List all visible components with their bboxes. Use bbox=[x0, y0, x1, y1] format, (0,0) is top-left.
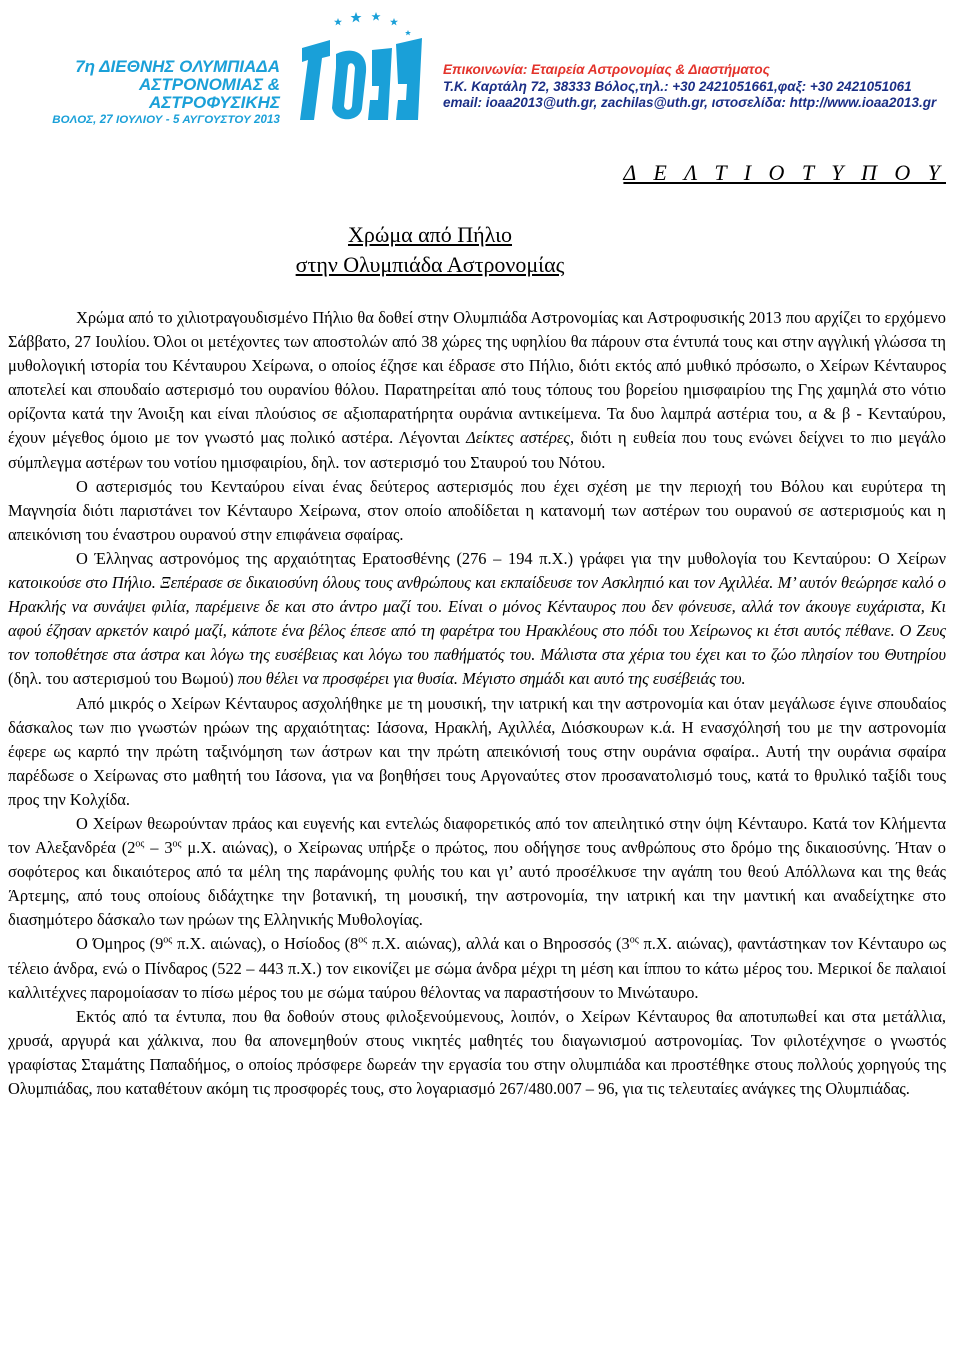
p3-quote-end: που θέλει να προσφέρει για θυσία. Μέγιστο σημάδι και αυτό της ευσέβειάς του. bbox=[237, 669, 746, 689]
title-line1: Χρώμα από Πήλιο bbox=[347, 222, 512, 247]
p5-text-a: Ο Χείρων θεωρούνταν πράος και ευγενής και εντελώς διαφορετικός από τον απειλητικό στην όψη Κένταυρο. Κατά τον Κλήμεντα τον Αλεξανδρέα (2 bbox=[8, 813, 946, 858]
p6-sup2: ος bbox=[358, 934, 368, 946]
olympiad-dates: ΒΟΛΟΣ, 27 ΙΟΥΛΙΟΥ - 5 ΑΥΓΟΥΣΤΟΥ 2013 bbox=[52, 114, 280, 126]
p5-text-c: μ.Χ. αιώνας), ο Χείρωνας υπήρξε ο πρώτος, που οδήγησε τους ανθρώπους στο δρόμο της δικαιοσύνης. Ήταν ο σοφότερος και δικαιότερος από τα μέλη της παράνομης φυλής του και γι’ αυτό προσέλκυσε την αγάπη του θεού Απόλλωνα και της θεάς Άρτεμης, από τους οποίους διδάχτηκε την βοτανική, τη μουσική, την αστρονομία, την ιατρική και την μαντική και αναδείχτηκε στο διασημότερο δάσκαλο των ηρώων της Ελληνικής Μυθολογίας. bbox=[8, 838, 946, 930]
paragraph-4: Από μικρός ο Χείρων Κένταυρος ασχολήθηκε με τη μουσική, την ιατρική και την αστρονομία και όταν μεγάλωσε έγινε σπουδαίος δάσκαλος των πιο γνωστών ηρώων της αρχαιότητας: Ιάσονα, Ηρακλή, Αχιλλέα, Διόσκουρων κ.ά. Η ενασχόλησή του με την αστρονομία έφερε ως καρπό την πρώτη ταξινόμηση των άστρων και την πρώτη απεικόνισή τους στην ουράνια σφαίρα.. Αυτή την ουράνια σφαίρα παρέδωσε ο Χείρωνας στο μαθητή του Ιάσονα, για να βοηθήσει τους Αργοναύτες στον προσανατολισμό τους, κατά το θρυλικό ταξίδι τους προς την Κολχίδα. bbox=[8, 693, 946, 809]
p5-sup2: ος bbox=[172, 838, 182, 850]
title-line2: στην Ολυμπιάδα Αστρονομίας bbox=[295, 252, 565, 277]
contact-organization: Επικοινωνία: Εταιρεία Αστρονομίας & Διαστήματος bbox=[443, 62, 770, 77]
p6-text-b: π.Χ. αιώνας), ο Ησίοδος (8 bbox=[172, 934, 359, 954]
paragraph-6 bbox=[8, 932, 946, 1004]
p1-italic-term: Δείκτες αστέρες bbox=[466, 428, 570, 448]
p1-text-a: Χρώμα από το χιλιοτραγουδισμένο Πήλιο θα δοθεί στην Ολυμπιάδα Αστρονομίας και Αστροφυσικής 2013 που αρχίζει το ερχόμενο Σάββατο, 27 Ιουλίου. Όλοι οι μετέχοντες των αποστολών από 38 χώρες της υφηλίου θα πάρουν στα έντυπά τους και στην αγγλική γλώσσα τη μυθολογική ιστορία του Κένταυρου Χείρωνα, ο οποίος έζησε και έδρασε στο Πήλιο, διότι εκτός από μυθικό πρόσωπο, ο Χείρων Κένταυρος αποτελεί και σπουδαίο αστερισμό του ουρανίου θόλου. Παρατηρείται από τους τόπους του βορείου ημισφαιρίου της Γης χαμηλά στο νότιο ορίζοντα κατά την Άνοιξη και είναι πλούσιος σε αξιοπαρατήρητα ουράνια αντικείμενα. Τα δυο λαμπρά αστέρια του, α & β - Κενταύρου, έχουν μέγεθος όμοιο με τον γνωστό μας πολικό αστέρα. Λέγονται bbox=[8, 308, 946, 448]
p5-text-b: – 3 bbox=[144, 838, 173, 858]
olympiad-title-line2: ΑΣΤΡΟΝΟΜΙΑΣ & ΑΣΤΡΟΦΥΣΙΚΗΣ bbox=[139, 75, 280, 112]
p6-sup1: ος bbox=[163, 934, 173, 946]
p6-text-a: Ο Όμηρος (9 bbox=[76, 934, 164, 954]
logo-stars bbox=[334, 12, 411, 35]
p6-text-c: π.Χ. αιώνας), αλλά και ο Βηροσσός (3 bbox=[367, 934, 630, 954]
article-title bbox=[0, 220, 960, 280]
p3-text-c: (δηλ. του αστερισμού του Βωμού) bbox=[8, 669, 238, 689]
paragraph-2: Ο αστερισμός του Κενταύρου είναι ένας δεύτερος αστερισμός που έχει σχέση με την περιοχή του Βόλου και ευρύτερα τη Μαγνησία διότι παριστάνει τον Κένταυρο Χείρωνα, στον οποίο αποδίδεται η κατανομή των αστέρων του ουρανού σε αστερισμούς και η απεικόνιση του έναστρου ουρανού στην επιφάνεια σφαίρας. bbox=[8, 476, 946, 544]
p1-text-c: , διότι η ευθεία που τους ενώνει δείχνει το πιο μεγάλο σύμπλεγμα αστέρων του νοτίου ημισφαιρίου, δηλ. τον αστερισμό του Σταυρού του Νότου. bbox=[8, 428, 946, 472]
ioaa-logo bbox=[292, 8, 432, 126]
p6-text-d: π.Χ. αιώνας), φαντάστηκαν τον Κένταυρο ως τέλειο άνδρα, ενώ ο Πίνδαρος (522 – 443 π.Χ.) τον εικονίζει με σώμα άνδρα μέχρι τη μέση και ίππου το κάτω μέρος του. Μερικοί δε παλαιοί καλλιτέχνες παρομοίασαν το πίσω μέρος του με σώμα ταύρου θέλοντας να παραστήσουν το Μινώταυρο. bbox=[8, 934, 946, 1002]
contact-block bbox=[443, 62, 958, 112]
p5-sup1: ος bbox=[135, 838, 145, 850]
letterhead bbox=[0, 0, 960, 140]
article-body bbox=[8, 306, 946, 1101]
olympiad-title-line1: 7η ΔΙΕΘΝΗΣ ΟΛΥΜΠΙΑΔΑ bbox=[75, 57, 280, 76]
p3-text-a: Ο Έλληνας αστρονόμος της αρχαιότητας Ερατοσθένης (276 – 194 π.Χ.) γράφει για την μυθολογία του Κενταύρου: Ο Χείρων bbox=[76, 548, 946, 568]
paragraph-5 bbox=[8, 812, 946, 932]
press-release-label: Δ Ε Λ Τ Ι Ο Τ Υ Π Ο Υ bbox=[623, 160, 946, 185]
paragraph-7: Εκτός από τα έντυπα, που θα δοθούν στους φιλοξενούμενους, λοιπόν, ο Χείρων Κένταυρος θα αποτυπωθεί και στα μετάλλια, χρυσά, αργυρά και χάλκινα, που θα απονεμηθούν στους νικητές μαθητές του διαγωνισμού αστρονομίας. Τον φιλοτέχνησε ο γνωστός γραφίστας Σταμάτης Παπαδήμος, ο οποίος πρόσφερε δωρεάν την εργασία του στην ολυμπιάδα και προστέθηκε στους πολλούς χορηγούς της Ολυμπιάδας, που καταθέτουν ακόμη τις προσφορές τους, στο λογαριασμό 267/480.007 – 96, για τις τελευταίες ανάγκες της Ολυμπιάδας. bbox=[8, 1006, 946, 1098]
paragraph-3 bbox=[8, 547, 946, 692]
contact-address-phone: Τ.Κ. Καρτάλη 72, 38333 Βόλος,τηλ.: +30 2421051661,φαξ: +30 2421051061 bbox=[443, 78, 912, 94]
contact-email-website: email: ioaa2013@uth.gr, zachilas@uth.gr, ιστοσελίδα: http://www.ioaa2013.gr bbox=[443, 95, 937, 110]
paragraph-1 bbox=[8, 306, 946, 475]
olympiad-banner bbox=[12, 58, 282, 128]
p6-sup3: ος bbox=[629, 934, 639, 946]
p3-quote: κατοικούσε στο Πήλιο. Ξεπέρασε σε δικαιοσύνη όλους τους ανθρώπους και εκπαίδευσε τον Ασκληπιό και τον Αχιλλέα. Μ’ αυτόν θεώρησε καλό ο Ηρακλής να συνάψει φιλία, παρέμεινε δε και στο άντρο μαζί του. Είναι ο μόνος Κένταυρος που δεν φόνευσε, αλλά τον άκουγε ευχάριστα, Κι αφού έζησαν αρκετόν καιρό μαζί, κάποτε ένα βέλος έπεσε από τη φαρέτρα του Ηρακλέους στο πόδι του Χείρωνος κι έτσι αυτός πέθανε. Ο Ζευς τον τοποθέτησε στα άστρα και λόγω της ευσέβειας και λόγω του παθήματός του. Μάλιστα στα χέρια του έχει και το ζώο πλησίον του Θυτηρίου bbox=[8, 573, 946, 665]
logo-letters bbox=[300, 38, 422, 120]
